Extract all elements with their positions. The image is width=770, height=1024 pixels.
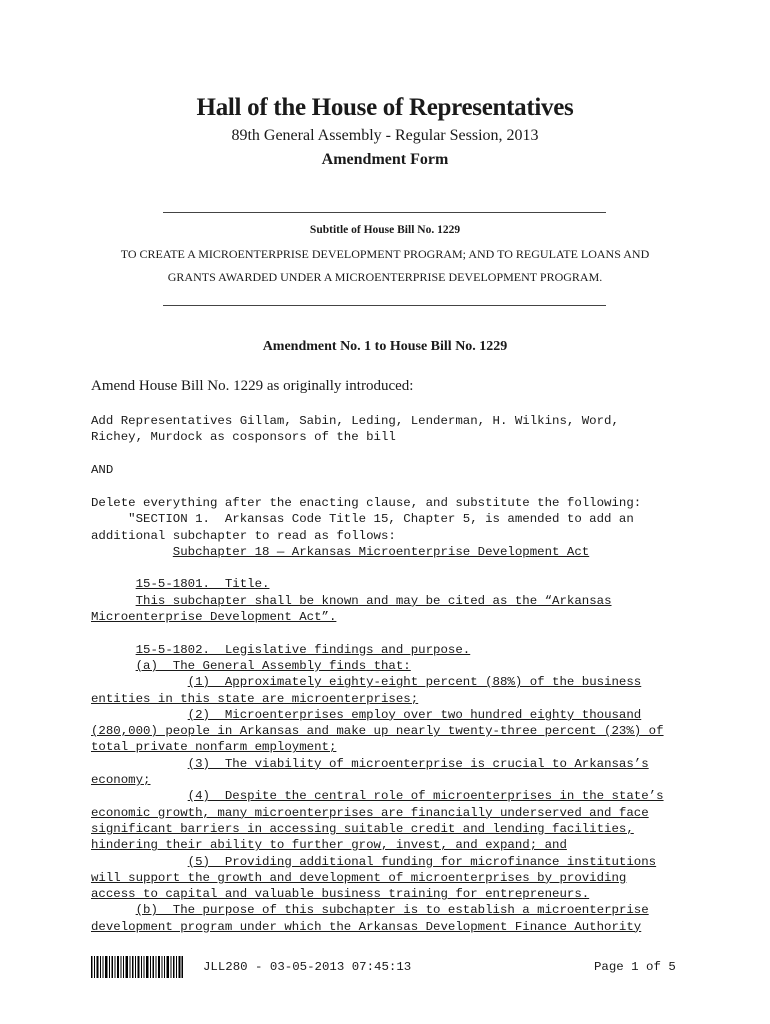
body-line: access to capital and valuable business training for entrepreneurs.: [91, 887, 590, 902]
page-number: Page 1 of 5: [594, 960, 676, 974]
body-line: will support the growth and development of microenterprises by providing: [91, 870, 627, 885]
body-line: additional subchapter to read as follows:: [91, 528, 396, 543]
cosponsors-line: Richey, Murdock as cosponsors of the bill: [91, 430, 396, 445]
section-1801-heading: 15-5-1801. Title.: [135, 577, 270, 592]
body-line: (2) Microenterprises employ over two hundred eighty thousand: [187, 707, 642, 722]
document-title: Hall of the House of Representatives: [196, 94, 574, 121]
body-line: Microenterprise Development Act”.: [91, 610, 337, 625]
and-text: AND: [91, 463, 114, 477]
body-line: significant barriers in accessing suitable credit and lending facilities,: [91, 821, 634, 836]
body-line: total private nonfarm employment;: [91, 740, 337, 755]
subchapter-heading: Subchapter 18 — Arkansas Microenterprise Development Act: [172, 544, 590, 559]
amendment-heading: Amendment No. 1 to House Bill No. 1229: [262, 339, 508, 354]
body-line: (1) Approximately eighty-eight percent (88%) of the business: [187, 675, 642, 690]
body-line: (b) The purpose of this subchapter is to establish a microenterprise: [135, 903, 649, 918]
body-line: Delete everything after the enacting clause, and substitute the following:: [91, 496, 642, 510]
amendment-intro: Amend House Bill No. 1229 as originally introduced:: [91, 378, 414, 394]
body-line: (a) The General Assembly finds that:: [135, 658, 411, 673]
body-line: (280,000) people in Arkansas and make up nearly twenty-three percent (23%) of: [91, 724, 664, 739]
divider-top: [163, 212, 606, 213]
subtitle-heading: Subtitle of House Bill No. 1229: [309, 224, 461, 236]
bill-body: [91, 495, 664, 935]
section-1802-heading: 15-5-1802. Legislative findings and purpose.: [135, 642, 471, 657]
cosponsors-paragraph: [91, 413, 619, 446]
body-line: entities in this state are microenterprises;: [91, 691, 419, 706]
body-line: hindering their ability to further grow, invest, and expand; and: [91, 838, 567, 853]
cosponsors-line: Add Representatives Gillam, Sabin, Leding, Lenderman, H. Wilkins, Word,: [91, 414, 619, 428]
body-line: (5) Providing additional funding for microfinance institutions: [187, 854, 657, 869]
page-footer: [0, 956, 770, 980]
barcode-icon: [91, 956, 183, 978]
body-line: development program under which the Arkansas Development Finance Authority: [91, 919, 642, 934]
and-connector: [91, 462, 113, 478]
body-line: economic growth, many microenterprises are financially underserved and face: [91, 805, 649, 820]
document-code: JLL280 - 03-05-2013 07:45:13: [203, 960, 412, 974]
divider-bottom: [163, 305, 606, 306]
body-line: (4) Despite the central role of microenterprises in the state’s: [187, 789, 664, 804]
form-name: Amendment Form: [321, 151, 449, 168]
body-line: (3) The viability of microenterprise is crucial to Arkansas’s: [187, 756, 649, 771]
subtitle-line-2: GRANTS AWARDED UNDER A MICROENTERPRISE DEVELOPMENT PROGRAM.: [167, 270, 603, 284]
body-line: economy;: [91, 773, 151, 788]
subtitle-line-1: TO CREATE A MICROENTERPRISE DEVELOPMENT PROGRAM; AND TO REGULATE LOANS AND: [120, 247, 650, 261]
body-line: "SECTION 1. Arkansas Code Title 15, Chapter 5, is amended to add an: [91, 512, 634, 527]
body-line: This subchapter shall be known and may be cited as the “Arkansas: [135, 593, 612, 608]
session-line: 89th General Assembly - Regular Session, 2013: [231, 127, 539, 144]
